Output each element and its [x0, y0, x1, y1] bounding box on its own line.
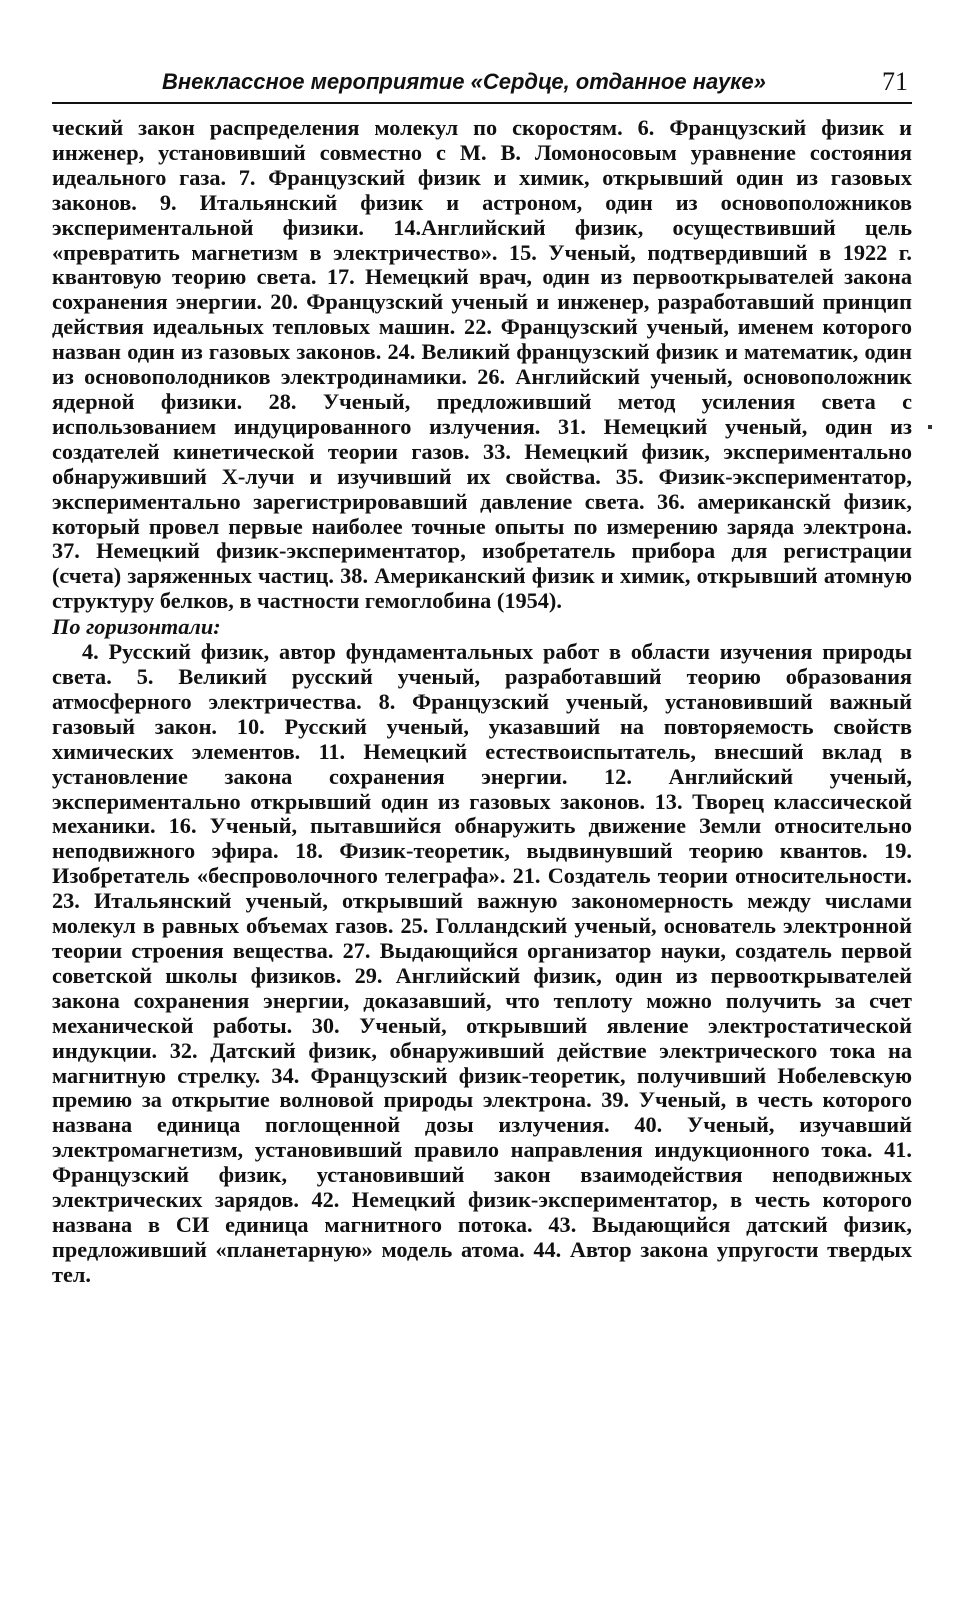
running-header — [52, 62, 912, 104]
horizontal-heading: По горизонтали: — [52, 614, 221, 640]
horizontal-clues: 4. Русский физик, автор фундаментальных работ в области изучения природы света. 5. Великий русский ученый, разработавший теорию образования атмосферного электричества. 8. Французский ученый, установивший важный газовый закон. 10. Русский ученый, указавший на повторяемость свойств химических элементов. 11. Немецкий естествоиспытатель, внесший вклад в установление закона сохранения энергии. 12. Английский ученый, экспериментально открывший один из газовых законов. 13. Творец классической механики. 16. Ученый, пытавшийся обнаружить движение Земли относительно неподвижного эфира. 18. Физик-теоретик, выдвинувший теорию квантов. 19. Изобретатель «беспроволочного телеграфа». 21. Создатель теории относительности. 23. Итальянский ученый, открывший важную закономерность между числами молекул в равных объемах газов. 25. Голландский ученый, основатель электронной теории строения вещества. 27. Выдающийся организатор науки, создатель первой советской школы физиков. 29. Английский физик, один из первооткрывателей закона сохранения энергии, доказавший, что теплоту можно получить за счет механической работы. 30. Ученый, открывший явление электростатической индукции. 32. Датский физик, обнаруживший действие электрического тока на магнитную стрелку. 34. Французский физик-теоретик, получивший Нобелевскую премию за открытие волновой природы электрона. 39. Ученый, в честь которого названа единица поглощенной дозы излучения. 40. Ученый, изучавший электромагнетизм, установивший правило направления индукционного тока. 41. Французский физик, установивший закон взаимодействия неподвижных электрических зарядов. 42. Немецкий физик-экспериментатор, в честь которого названа в СИ единица магнитного потока. 43. Выдающийся датский физик, предложивший «планетарную» модель атома. 44. Автор закона упругости твердых тел. — [52, 639, 912, 1287]
book-page — [52, 62, 912, 1562]
header-title: Внеклассное мероприятие «Сердце, отданное науке» — [162, 69, 766, 94]
page-number: 71 — [882, 67, 908, 96]
vertical-clues-continued: ческий закон распределения молекул по скоростям. 6. Французский физик и инженер, установивший совместно с М. В. Ломоносовым уравнение состояния идеального газа. 7. Французский физик и химик, открывший один из газовых законов. 9. Итальянский физик и астроном, один из основоположников экспериментальной физики. 14.Английский физик, осуществивший цель «превратить магнетизм в электричество». 15. Ученый, подтвердивший в 1922 г. квантовую теорию света. 17. Немецкий врач, один из первооткрывателей закона сохранения энергии. 20. Французский ученый и инженер, разработавший принцип действия идеальных тепловых машин. 22. Французский ученый, именем которого назван один из газовых законов. 24. Великий французский физик и математик, один из основополодников электродинамики. 26. Английский ученый, основоположник ядерной физики. 28. Ученый, предложивший метод усиления света с использованием индуцированного излучения. 31. Немецкий ученый, один из создателей кинетической теории газов. 33. Немецкий физик, экспериментально обнаруживший Х-лучи и изучивший их свойства. 35. Физик-экспериментатор, экспериментально зарегистрировавший давление света. 36. американскй физик, который провел первые наиболее точные опыты по измерению заряда электрона. 37. Немецкий физик-экспериментатор, изобретатель прибора для регистрации (счета) заряженных частиц. 38. Американский физик и химик, открывший атомную структуру белков, в частности гемоглобина (1954). — [52, 115, 912, 614]
body-text — [52, 116, 912, 1288]
margin-dot — [928, 425, 932, 429]
